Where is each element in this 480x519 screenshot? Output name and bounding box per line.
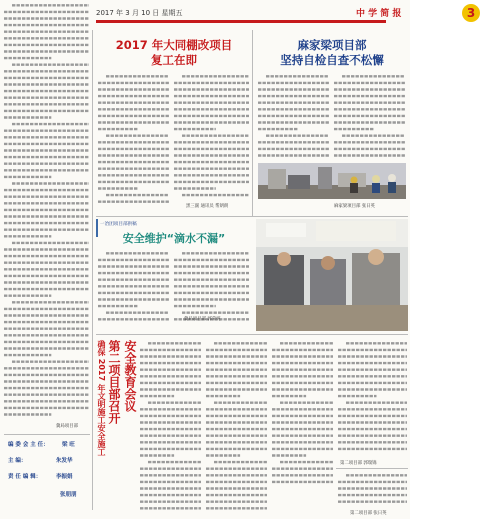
- editor-name: 梁 旺: [62, 442, 75, 448]
- article-title-line2: 复工在即: [151, 53, 197, 67]
- section-stripe: [96, 219, 98, 237]
- article-body: [98, 73, 170, 208]
- article-title-line2: 坚持自检自查不松懈: [280, 53, 384, 67]
- page-number-badge: 3: [462, 4, 480, 22]
- article-title-col2: 安全教育会议: [123, 340, 137, 412]
- issue-date: 2017 年 3 月 10 日 星期五: [96, 9, 183, 17]
- article-title: 第二项目部召开: [107, 340, 121, 424]
- section-divider: [96, 334, 408, 335]
- article-body: [258, 73, 330, 163]
- page-header: [96, 0, 476, 30]
- article-author: 冀局项目部 郭荣纯: [184, 317, 221, 322]
- article-body: [338, 472, 408, 510]
- article-title: 2017 年大同棚改项目: [115, 38, 233, 52]
- header-rule: [96, 20, 386, 23]
- left-column-text: [4, 2, 90, 420]
- article-author: 第二项目部 郭瑞锦: [340, 461, 377, 466]
- left-column-author: 冀局项目部: [56, 424, 78, 429]
- extra-editor-name: 张朋朋: [60, 492, 77, 498]
- article-tag: 一冶团项目部供稿: [100, 222, 137, 227]
- article-author: 麻家梁项目部 张日英: [334, 204, 375, 209]
- article-body: [338, 340, 408, 458]
- duty-editor-label: 责 任 编 辑：: [8, 474, 42, 480]
- article-author: 第二项目部 张日英: [350, 511, 387, 516]
- duty-editor-name: 李振娟: [56, 474, 73, 480]
- article-author: 黑三副 通讯员 帮朗朗: [186, 204, 229, 209]
- section-divider: [4, 434, 90, 435]
- chief-editor-label: 主 编：: [8, 458, 27, 464]
- article-body: [334, 73, 406, 163]
- article-body: [98, 250, 170, 328]
- article-title: 安全维护“滴水不漏”: [122, 232, 226, 245]
- section-divider: [336, 468, 408, 469]
- article-subtitle: 确保 2017 年文明施工安全施工: [97, 340, 106, 456]
- section-divider: [96, 216, 408, 217]
- meeting-photo: [256, 219, 408, 331]
- editor-label: 编 委 会 主 任：: [8, 442, 49, 448]
- article-body: [272, 340, 334, 490]
- construction-site-photo: [258, 163, 406, 199]
- column-divider: [252, 30, 253, 216]
- article-body: [140, 340, 202, 512]
- paper-name: 中 学 简 报: [356, 9, 402, 19]
- article-body: [206, 340, 268, 512]
- editorial-box: [4, 438, 90, 510]
- column-divider: [92, 30, 93, 510]
- chief-editor-name: 朱发华: [56, 458, 73, 464]
- article-body: [174, 73, 250, 201]
- article-title: 麻家梁项目部: [297, 38, 367, 52]
